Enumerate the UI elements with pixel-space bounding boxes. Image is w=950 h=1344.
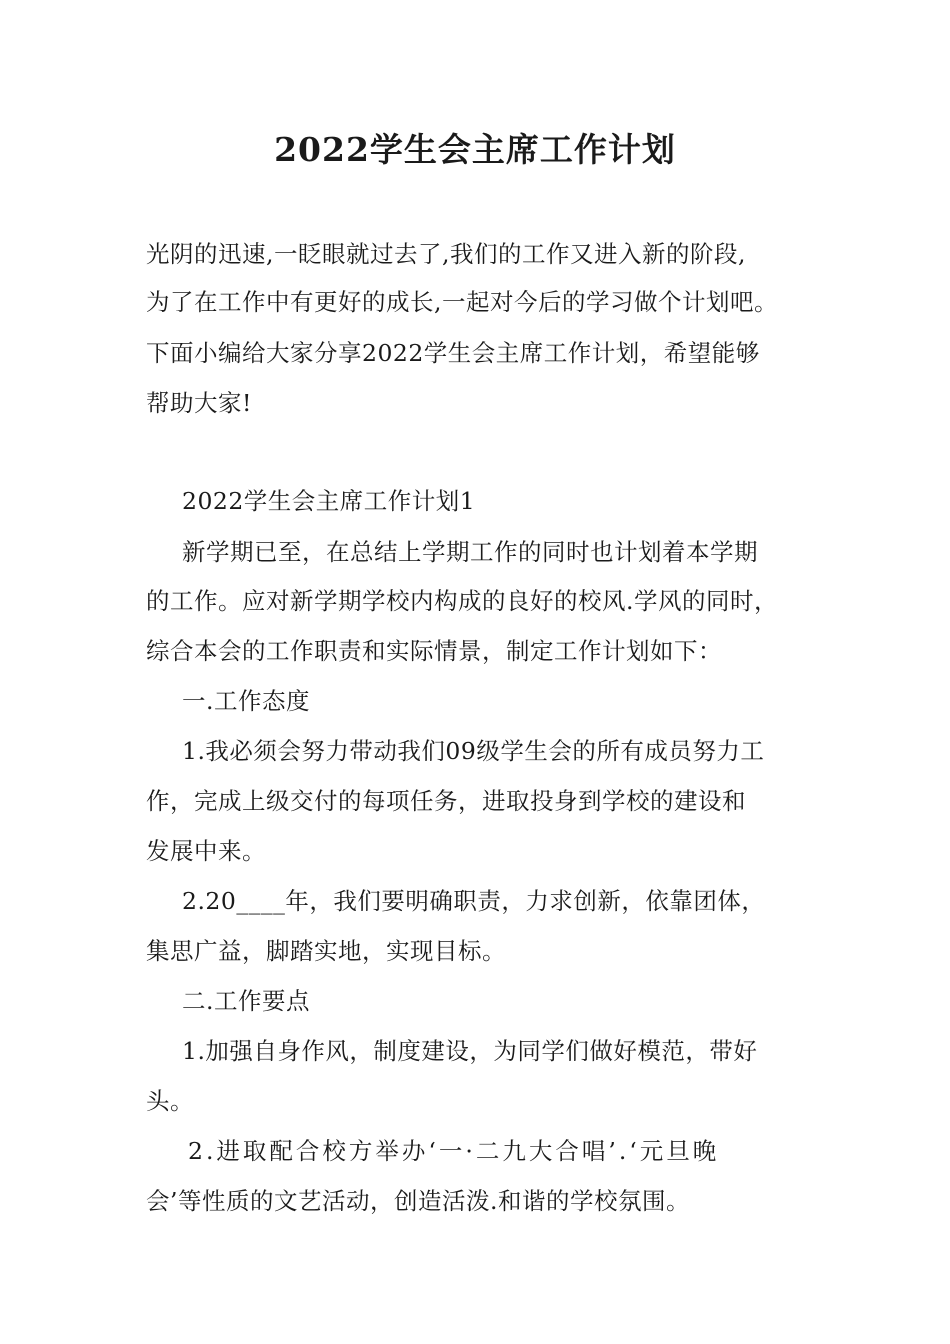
intro-line-3: 下面小编给大家分享2022学生会主席工作计划，希望能够 xyxy=(146,339,760,367)
subheading-attitude: 一.工作态度 xyxy=(182,687,310,715)
paragraph-line: 头。 xyxy=(146,1087,194,1115)
section-heading: 2022学生会主席工作计划1 xyxy=(182,487,476,515)
paragraph-line: 新学期已至，在总结上学期工作的同时也计划着本学期 xyxy=(182,538,758,566)
paragraph-line: 1.加强自身作风，制度建设，为同学们做好模范，带好 xyxy=(182,1037,758,1065)
paragraph-line: 发展中来。 xyxy=(146,837,266,865)
intro-line-1: 光阴的迅速,一眨眼就过去了,我们的工作又进入新的阶段, xyxy=(146,240,746,268)
paragraph-line: 集思广益，脚踏实地，实现目标。 xyxy=(146,937,506,965)
paragraph-line: 综合本会的工作职责和实际情景，制定工作计划如下： xyxy=(146,637,722,665)
intro-line-4: 帮助大家! xyxy=(146,389,252,417)
paragraph-line: 2.20____年，我们要明确职责，力求创新，依靠团体， xyxy=(182,887,766,915)
intro-line-2: 为了在工作中有更好的成长,一起对今后的学习做个计划吧。 xyxy=(146,288,778,316)
document-title: 2022学生会主席工作计划 xyxy=(274,130,676,169)
paragraph-line: 会’等性质的文艺活动，创造活泼.和谐的学校氛围。 xyxy=(146,1187,690,1215)
paragraph-line: 作，完成上级交付的每项任务，进取投身到学校的建设和 xyxy=(146,787,746,815)
paragraph-line: 1.我必须会努力带动我们09级学生会的所有成员努力工 xyxy=(182,737,765,765)
paragraph-line: 2.进取配合校方举办‘一·二九大合唱’.‘元旦晚 xyxy=(188,1137,720,1165)
subheading-key-points: 二.工作要点 xyxy=(182,987,310,1015)
paragraph-line: 的工作。应对新学期学校内构成的良好的校风.学风的同时， xyxy=(146,587,778,615)
